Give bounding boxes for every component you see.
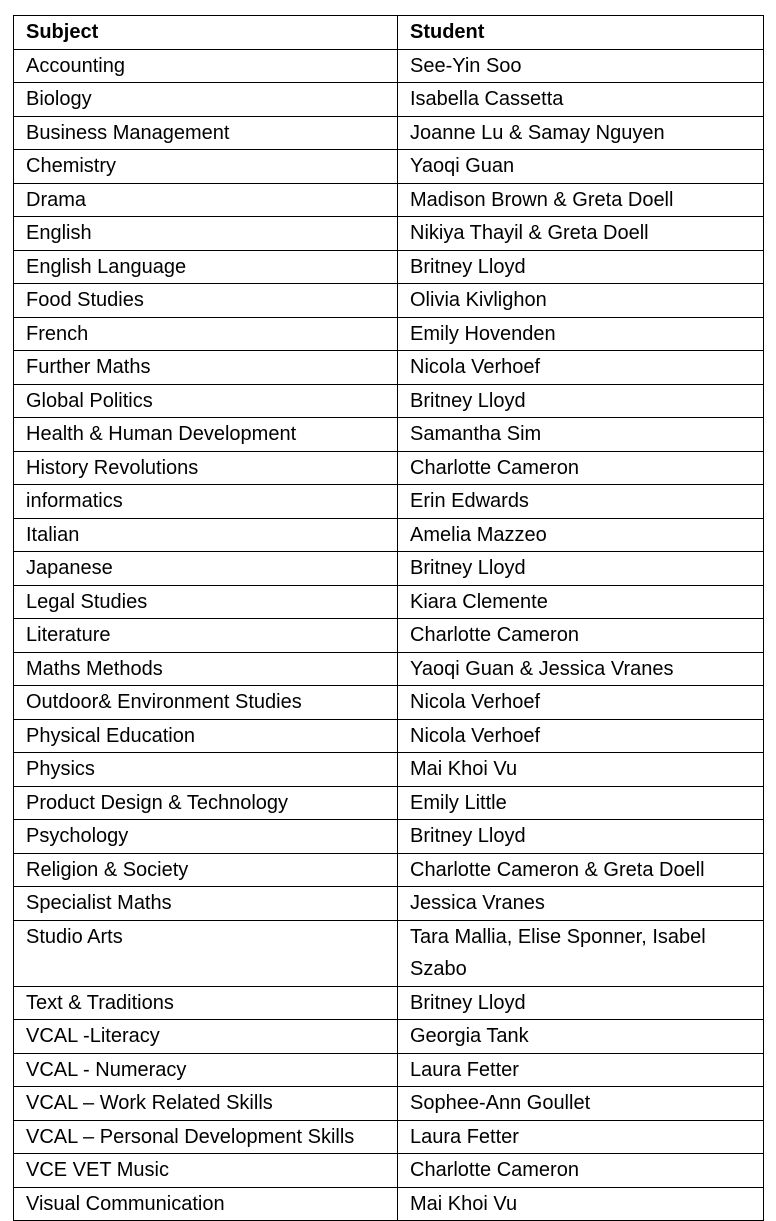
student-cell: Charlotte Cameron xyxy=(398,1154,764,1188)
subject-cell: Chemistry xyxy=(14,150,398,184)
student-cell: Yaoqi Guan & Jessica Vranes xyxy=(398,652,764,686)
student-cell: Nikiya Thayil & Greta Doell xyxy=(398,217,764,251)
student-cell: Emily Hovenden xyxy=(398,317,764,351)
table-row xyxy=(14,150,764,184)
student-cell: Samantha Sim xyxy=(398,418,764,452)
table-row xyxy=(14,585,764,619)
table-row xyxy=(14,986,764,1020)
subject-cell: VCAL – Personal Development Skills xyxy=(14,1120,398,1154)
table-row xyxy=(14,485,764,519)
student-cell: Joanne Lu & Samay Nguyen xyxy=(398,116,764,150)
student-cell: Britney Lloyd xyxy=(398,250,764,284)
table-row xyxy=(14,552,764,586)
table-row xyxy=(14,384,764,418)
subject-cell: English Language xyxy=(14,250,398,284)
table-row xyxy=(14,250,764,284)
table-row xyxy=(14,49,764,83)
table-row xyxy=(14,217,764,251)
subject-cell: Drama xyxy=(14,183,398,217)
student-cell: Emily Little xyxy=(398,786,764,820)
table-row xyxy=(14,317,764,351)
subject-cell: VCAL – Work Related Skills xyxy=(14,1087,398,1121)
subject-cell: Global Politics xyxy=(14,384,398,418)
subject-cell: Outdoor& Environment Studies xyxy=(14,686,398,720)
subject-cell: Physical Education xyxy=(14,719,398,753)
table-row xyxy=(14,820,764,854)
subject-cell: Legal Studies xyxy=(14,585,398,619)
subject-cell: informatics xyxy=(14,485,398,519)
subject-cell: Text & Traditions xyxy=(14,986,398,1020)
table-row xyxy=(14,652,764,686)
subject-column-header: Subject xyxy=(14,16,398,50)
student-cell: Nicola Verhoef xyxy=(398,686,764,720)
table-row xyxy=(14,887,764,921)
student-cell: Madison Brown & Greta Doell xyxy=(398,183,764,217)
student-cell: Nicola Verhoef xyxy=(398,719,764,753)
subject-cell: VCE VET Music xyxy=(14,1154,398,1188)
table-row xyxy=(14,786,764,820)
subject-cell: Physics xyxy=(14,753,398,787)
subject-cell: History Revolutions xyxy=(14,451,398,485)
student-cell: Britney Lloyd xyxy=(398,986,764,1020)
table-row xyxy=(14,1020,764,1054)
student-cell: Isabella Cassetta xyxy=(398,83,764,117)
table-header xyxy=(14,16,764,50)
subject-cell: Visual Communication xyxy=(14,1187,398,1221)
student-column-header: Student xyxy=(398,16,764,50)
subject-student-table xyxy=(13,15,764,1221)
student-cell: Charlotte Cameron xyxy=(398,619,764,653)
table-body xyxy=(14,49,764,1221)
student-cell: Charlotte Cameron & Greta Doell xyxy=(398,853,764,887)
subject-cell: Maths Methods xyxy=(14,652,398,686)
subject-cell: Studio Arts xyxy=(14,920,398,986)
student-cell: Kiara Clemente xyxy=(398,585,764,619)
header-row xyxy=(14,16,764,50)
subject-cell: Literature xyxy=(14,619,398,653)
table-row xyxy=(14,351,764,385)
student-cell: Jessica Vranes xyxy=(398,887,764,921)
table-row xyxy=(14,183,764,217)
student-cell: Britney Lloyd xyxy=(398,384,764,418)
table-row xyxy=(14,753,764,787)
table-row xyxy=(14,619,764,653)
subject-cell: Psychology xyxy=(14,820,398,854)
subject-cell: English xyxy=(14,217,398,251)
table-row xyxy=(14,518,764,552)
subject-cell: Food Studies xyxy=(14,284,398,318)
table-row xyxy=(14,1187,764,1221)
student-cell: Erin Edwards xyxy=(398,485,764,519)
table-row xyxy=(14,719,764,753)
table-row xyxy=(14,116,764,150)
subject-cell: Further Maths xyxy=(14,351,398,385)
subject-cell: Business Management xyxy=(14,116,398,150)
subject-cell: Health & Human Development xyxy=(14,418,398,452)
subject-cell: Religion & Society xyxy=(14,853,398,887)
subject-cell: VCAL -Literacy xyxy=(14,1020,398,1054)
student-cell: Nicola Verhoef xyxy=(398,351,764,385)
subject-cell: Biology xyxy=(14,83,398,117)
student-cell: See-Yin Soo xyxy=(398,49,764,83)
student-cell: Georgia Tank xyxy=(398,1020,764,1054)
table-row xyxy=(14,284,764,318)
table-row xyxy=(14,686,764,720)
table-row xyxy=(14,1154,764,1188)
student-cell: Amelia Mazzeo xyxy=(398,518,764,552)
student-cell: Britney Lloyd xyxy=(398,820,764,854)
student-cell: Sophee-Ann Goullet xyxy=(398,1087,764,1121)
student-cell: Charlotte Cameron xyxy=(398,451,764,485)
table-row xyxy=(14,451,764,485)
table-row xyxy=(14,1087,764,1121)
table-row xyxy=(14,920,764,986)
subject-cell: Italian xyxy=(14,518,398,552)
student-cell: Tara Mallia, Elise Sponner, Isabel Szabo xyxy=(398,920,764,986)
subject-cell: Accounting xyxy=(14,49,398,83)
student-cell: Britney Lloyd xyxy=(398,552,764,586)
student-cell: Mai Khoi Vu xyxy=(398,1187,764,1221)
table-row xyxy=(14,418,764,452)
student-cell: Mai Khoi Vu xyxy=(398,753,764,787)
subject-cell: Product Design & Technology xyxy=(14,786,398,820)
student-cell: Olivia Kivlighon xyxy=(398,284,764,318)
student-cell: Laura Fetter xyxy=(398,1053,764,1087)
table-row xyxy=(14,83,764,117)
table-row xyxy=(14,1053,764,1087)
subject-cell: VCAL - Numeracy xyxy=(14,1053,398,1087)
table-row xyxy=(14,853,764,887)
student-cell: Yaoqi Guan xyxy=(398,150,764,184)
student-cell: Laura Fetter xyxy=(398,1120,764,1154)
subject-cell: Specialist Maths xyxy=(14,887,398,921)
subject-cell: French xyxy=(14,317,398,351)
table-row xyxy=(14,1120,764,1154)
subject-cell: Japanese xyxy=(14,552,398,586)
